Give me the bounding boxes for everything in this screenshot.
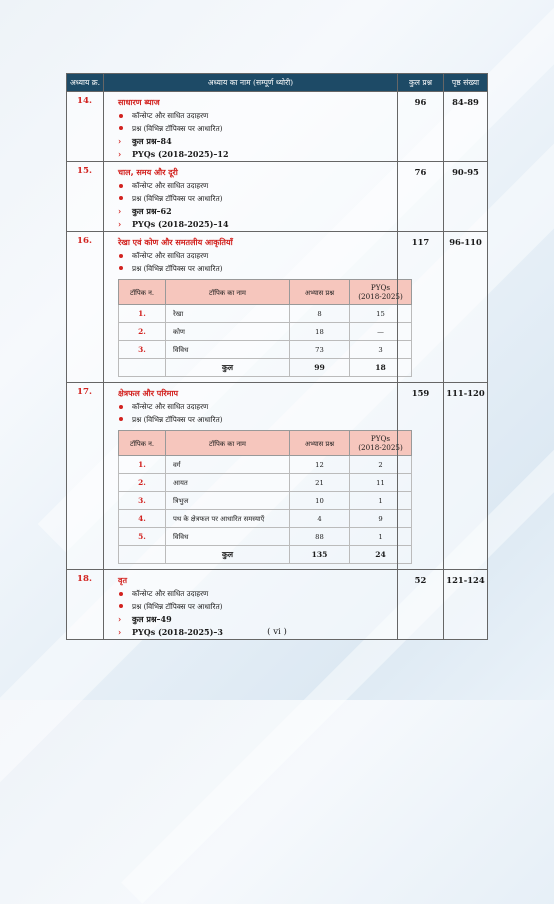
table-row xyxy=(119,492,412,510)
arrow-bullet-icon: › xyxy=(118,626,122,637)
chapter-total: 117 xyxy=(398,232,444,383)
bullet-dot-icon xyxy=(119,405,123,409)
topic-practice: 12 xyxy=(290,456,350,474)
page-number: ( vi ) xyxy=(267,627,287,637)
arrow-bullet-icon: › xyxy=(118,148,122,159)
practice-header: अभ्यास प्रश्न xyxy=(290,280,350,305)
list-item: › PYQs (2018-2025)–12 xyxy=(118,148,229,159)
chapter-title: साधारण ब्याज xyxy=(118,98,160,107)
list-item: कॉन्सेप्ट और साधित उदाहरण xyxy=(118,180,391,193)
chapter-number: 16. xyxy=(67,232,104,383)
total-pyq: 24 xyxy=(350,546,412,564)
topic-name: विविध xyxy=(166,528,290,546)
list-item: › PYQs (2018-2025)–14 xyxy=(118,218,229,229)
chapter-pages: 84-89 xyxy=(444,92,488,162)
topic-practice: 18 xyxy=(290,323,350,341)
list-item: › कुल प्रश्न–49 xyxy=(118,614,172,624)
topic-pyq: 15 xyxy=(350,305,412,323)
list-item: कॉन्सेप्ट और साधित उदाहरण xyxy=(118,110,391,123)
table-row xyxy=(119,323,412,341)
bullet-dot-icon xyxy=(119,114,123,118)
arrow-bullet-icon: › xyxy=(118,218,122,229)
topic-pyq: 1 xyxy=(350,528,412,546)
total-pyq: 18 xyxy=(350,359,412,377)
header-page-numbers: पृष्ठ संख्या xyxy=(444,74,488,92)
topic-name: वर्ग xyxy=(166,456,290,474)
topic-no-header: टॉपिक न. xyxy=(119,431,166,456)
chapter-title: चाल, समय और दूरी xyxy=(118,168,178,177)
chapter-total: 52 xyxy=(398,570,444,640)
list-item: प्रश्न (विभिन्न टॉपिक्स पर आधारित) xyxy=(118,414,391,427)
topic-name: विविध xyxy=(166,341,290,359)
topic-name: कोण xyxy=(166,323,290,341)
topic-table xyxy=(118,430,412,564)
chapter-row xyxy=(67,232,488,383)
chapter-number: 17. xyxy=(67,383,104,570)
chapter-number: 18. xyxy=(67,570,104,640)
pyqs-header: PYQs (2018-2025) xyxy=(350,431,412,456)
topic-table xyxy=(118,279,412,377)
topic-pyq: 3 xyxy=(350,341,412,359)
list-item: › कुल प्रश्न–62 xyxy=(118,206,172,216)
bullet-dot-icon xyxy=(119,592,123,596)
list-item: › कुल प्रश्न–84 xyxy=(118,136,172,146)
arrow-bullet-icon: › xyxy=(118,614,122,624)
chapter-title: रेखा एवं कोण और समतलीय आकृतियाँ xyxy=(118,238,233,247)
topic-number: 3. xyxy=(119,492,166,510)
topic-name: त्रिभुज xyxy=(166,492,290,510)
bullet-dot-icon xyxy=(119,126,123,130)
total-row xyxy=(119,546,412,564)
list-item: कॉन्सेप्ट और साधित उदाहरण xyxy=(118,588,391,601)
topic-number: 3. xyxy=(119,341,166,359)
total-label: कुल xyxy=(166,546,290,564)
total-practice: 135 xyxy=(290,546,350,564)
list-item: प्रश्न (विभिन्न टॉपिक्स पर आधारित) xyxy=(118,123,391,136)
total-row xyxy=(119,359,412,377)
bullet-dot-icon xyxy=(119,196,123,200)
topic-number: 5. xyxy=(119,528,166,546)
header-chapter-name: अध्याय का नाम (सम्पूर्ण थ्योरी) xyxy=(104,74,398,92)
table-row xyxy=(119,341,412,359)
table-row xyxy=(119,528,412,546)
chapter-detail xyxy=(104,383,403,570)
topic-pyq: — xyxy=(350,323,412,341)
table-row xyxy=(119,510,412,528)
topic-name-header: टॉपिक का नाम xyxy=(166,280,290,305)
chapter-title: क्षेत्रफल और परिमाप xyxy=(118,389,179,398)
bullet-dot-icon xyxy=(119,254,123,258)
topic-practice: 4 xyxy=(290,510,350,528)
topic-pyq: 9 xyxy=(350,510,412,528)
topic-practice: 8 xyxy=(290,305,350,323)
chapter-detail xyxy=(104,162,398,232)
chapter-total: 76 xyxy=(398,162,444,232)
chapter-number: 14. xyxy=(67,92,104,162)
topic-pyq: 11 xyxy=(350,474,412,492)
contents-table xyxy=(66,73,488,640)
chapter-detail xyxy=(104,92,398,162)
topic-number: 2. xyxy=(119,323,166,341)
header-total-questions: कुल प्रश्न xyxy=(398,74,444,92)
list-item: › PYQs (2018-2025)–3 xyxy=(118,626,223,637)
topic-number: 1. xyxy=(119,305,166,323)
table-row xyxy=(119,305,412,323)
bullet-dot-icon xyxy=(119,604,123,608)
header-row xyxy=(67,74,488,92)
practice-header: अभ्यास प्रश्न xyxy=(290,431,350,456)
list-item: कॉन्सेप्ट और साधित उदाहरण xyxy=(118,401,391,414)
chapter-pages: 96-110 xyxy=(444,232,488,383)
pyqs-header: PYQs (2018-2025) xyxy=(350,280,412,305)
chapter-pages: 121-124 xyxy=(444,570,488,640)
total-label: कुल xyxy=(166,359,290,377)
topic-name: आयत xyxy=(166,474,290,492)
chapter-pages: 111-120 xyxy=(444,383,488,570)
bullet-dot-icon xyxy=(119,184,123,188)
topic-practice: 10 xyxy=(290,492,350,510)
chapter-number: 15. xyxy=(67,162,104,232)
list-item: प्रश्न (विभिन्न टॉपिक्स पर आधारित) xyxy=(118,263,391,276)
table-row xyxy=(119,456,412,474)
topic-number: 2. xyxy=(119,474,166,492)
chapter-pages: 90-95 xyxy=(444,162,488,232)
topic-practice: 88 xyxy=(290,528,350,546)
chapter-title: वृत xyxy=(118,576,128,585)
topic-pyq: 1 xyxy=(350,492,412,510)
topic-number: 4. xyxy=(119,510,166,528)
topic-number: 1. xyxy=(119,456,166,474)
list-item: कॉन्सेप्ट और साधित उदाहरण xyxy=(118,250,391,263)
chapter-row xyxy=(67,383,488,570)
topic-practice: 21 xyxy=(290,474,350,492)
table-row xyxy=(119,474,412,492)
topic-name: पथ के क्षेत्रफल पर आधारित समस्याएँ xyxy=(166,510,290,528)
topic-no-header: टॉपिक न. xyxy=(119,280,166,305)
bullet-dot-icon xyxy=(119,417,123,421)
chapter-total: 96 xyxy=(398,92,444,162)
arrow-bullet-icon: › xyxy=(118,136,122,146)
chapter-total: 159 xyxy=(398,383,444,570)
total-practice: 99 xyxy=(290,359,350,377)
chapter-row xyxy=(67,92,488,162)
list-item: प्रश्न (विभिन्न टॉपिक्स पर आधारित) xyxy=(118,193,391,206)
list-item: प्रश्न (विभिन्न टॉपिक्स पर आधारित) xyxy=(118,601,391,614)
chapter-detail xyxy=(104,232,403,383)
topic-name: रेखा xyxy=(166,305,290,323)
bullet-dot-icon xyxy=(119,266,123,270)
chapter-row xyxy=(67,162,488,232)
arrow-bullet-icon: › xyxy=(118,206,122,216)
header-chapter-no: अध्याय क्र. xyxy=(67,74,104,92)
topic-pyq: 2 xyxy=(350,456,412,474)
topic-name-header: टॉपिक का नाम xyxy=(166,431,290,456)
topic-practice: 73 xyxy=(290,341,350,359)
